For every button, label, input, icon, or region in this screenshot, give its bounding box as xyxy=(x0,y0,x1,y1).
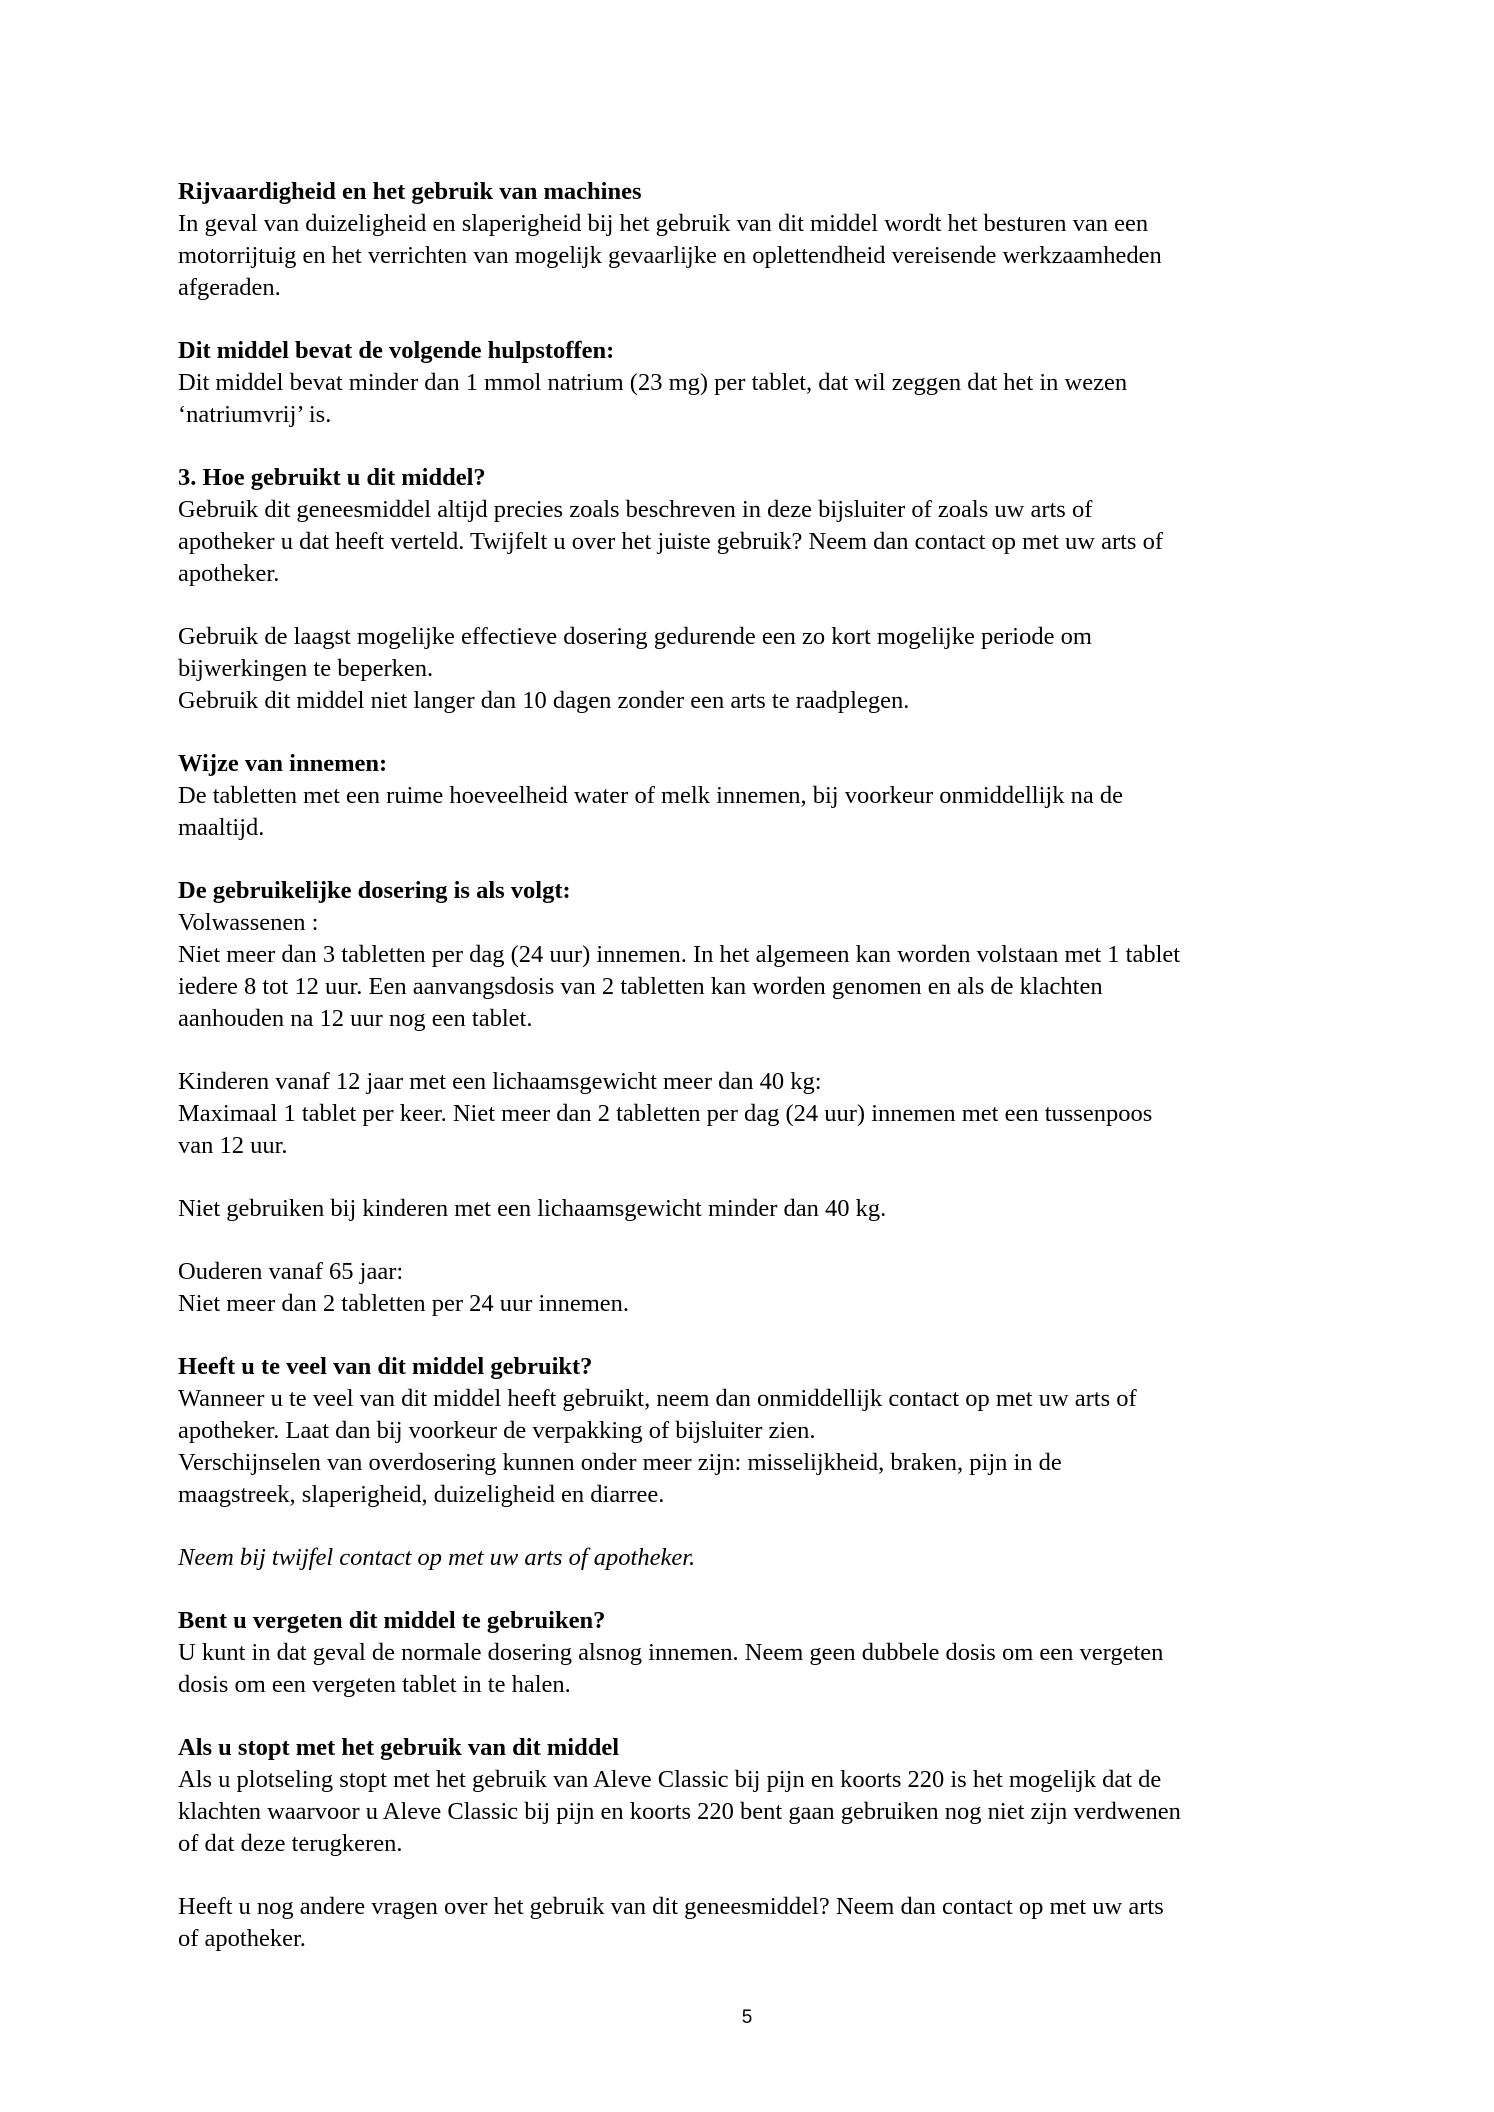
body-text-line: of apotheker. xyxy=(178,1925,306,1952)
section-heading: Bent u vergeten dit middel te gebruiken? xyxy=(178,1607,606,1634)
section-heading: 3. Hoe gebruikt u dit middel? xyxy=(178,464,486,491)
body-text-line: van 12 uur. xyxy=(178,1132,288,1159)
body-text-line: Niet meer dan 2 tabletten per 24 uur innemen. xyxy=(178,1290,630,1317)
body-text-line: afgeraden. xyxy=(178,274,281,301)
section-heading: Als u stopt met het gebruik van dit middel xyxy=(178,1734,620,1761)
body-text-line: De tabletten met een ruime hoeveelheid water of melk innemen, bij voorkeur onmiddellijk na de xyxy=(178,782,1123,809)
body-text-line: Maximaal 1 tablet per keer. Niet meer dan 2 tabletten per dag (24 uur) innemen met een tussenpoos xyxy=(178,1100,1153,1127)
document-section xyxy=(178,748,1328,844)
body-text-line: aanhouden na 12 uur nog een tablet. xyxy=(178,1005,533,1032)
document-section xyxy=(178,1066,1328,1162)
body-text-line: dosis om een vergeten tablet in te halen. xyxy=(178,1671,571,1698)
body-text-line: apotheker u dat heeft verteld. Twijfelt u over het juiste gebruik? Neem dan contact op met uw arts of xyxy=(178,528,1163,555)
document-section xyxy=(178,1193,1328,1225)
document-section xyxy=(178,621,1328,717)
body-text-line: Ouderen vanaf 65 jaar: xyxy=(178,1258,404,1285)
body-text-line: In geval van duizeligheid en slaperigheid bij het gebruik van dit middel wordt het besturen van een xyxy=(178,210,1149,237)
body-text-line: Verschijnselen van overdosering kunnen onder meer zijn: misselijkheid, braken, pijn in de xyxy=(178,1449,1062,1476)
document-section xyxy=(178,1542,1328,1574)
document-section xyxy=(178,462,1328,590)
body-text-line: Heeft u nog andere vragen over het gebruik van dit geneesmiddel? Neem dan contact op met uw arts xyxy=(178,1893,1164,1920)
body-text-line: Dit middel bevat minder dan 1 mmol natrium (23 mg) per tablet, dat wil zeggen dat het in wezen xyxy=(178,369,1128,396)
section-heading: Wijze van innemen: xyxy=(178,750,388,777)
section-heading: Rijvaardigheid en het gebruik van machines xyxy=(178,178,642,205)
document-section xyxy=(178,176,1328,304)
body-text-line: apotheker. xyxy=(178,560,280,587)
body-text-line: Volwassenen : xyxy=(178,909,319,936)
document-section xyxy=(178,1732,1328,1860)
body-text-line: Als u plotseling stopt met het gebruik van Aleve Classic bij pijn en koorts 220 is het mogelijk dat de xyxy=(178,1766,1162,1793)
italic-note-line: Neem bij twijfel contact op met uw arts of apotheker. xyxy=(178,1544,696,1571)
document-section xyxy=(178,335,1328,431)
document-section xyxy=(178,1351,1328,1511)
body-text-line: klachten waarvoor u Aleve Classic bij pijn en koorts 220 bent gaan gebruiken nog niet zijn verdwenen xyxy=(178,1798,1181,1825)
document-section xyxy=(178,1891,1328,1955)
body-text-line: iedere 8 tot 12 uur. Een aanvangsdosis van 2 tabletten kan worden genomen en als de klachten xyxy=(178,973,1103,1000)
document-page xyxy=(178,176,1328,1986)
body-text-line: Wanneer u te veel van dit middel heeft gebruikt, neem dan onmiddellijk contact op met uw arts of xyxy=(178,1385,1137,1412)
section-heading: Heeft u te veel van dit middel gebruikt? xyxy=(178,1353,593,1380)
section-heading: Dit middel bevat de volgende hulpstoffen: xyxy=(178,337,615,364)
body-text-line: Niet gebruiken bij kinderen met een lichaamsgewicht minder dan 40 kg. xyxy=(178,1195,887,1222)
body-text-line: Gebruik dit geneesmiddel altijd precies zoals beschreven in deze bijsluiter of zoals uw arts of xyxy=(178,496,1093,523)
body-text-line: apotheker. Laat dan bij voorkeur de verpakking of bijsluiter zien. xyxy=(178,1417,816,1444)
body-text-line: U kunt in dat geval de normale dosering alsnog innemen. Neem geen dubbele dosis om een vergeten xyxy=(178,1639,1164,1666)
body-text-line: of dat deze terugkeren. xyxy=(178,1830,403,1857)
document-section xyxy=(178,875,1328,1035)
body-text-line: Niet meer dan 3 tabletten per dag (24 uur) innemen. In het algemeen kan worden volstaan met 1 tablet xyxy=(178,941,1181,968)
body-text-line: Gebruik de laagst mogelijke effectieve dosering gedurende een zo kort mogelijke periode om xyxy=(178,623,1092,650)
body-text-line: motorrijtuig en het verrichten van mogelijk gevaarlijke en oplettendheid vereisende werkzaamheden xyxy=(178,242,1162,269)
document-section xyxy=(178,1605,1328,1701)
body-text-line: Gebruik dit middel niet langer dan 10 dagen zonder een arts te raadplegen. xyxy=(178,687,910,714)
body-text-line: maaltijd. xyxy=(178,814,265,841)
body-text-line: bijwerkingen te beperken. xyxy=(178,655,434,682)
document-section xyxy=(178,1256,1328,1320)
page-number: 5 xyxy=(741,2007,753,2028)
body-text-line: ‘natriumvrij’ is. xyxy=(178,401,332,428)
body-text-line: Kinderen vanaf 12 jaar met een lichaamsgewicht meer dan 40 kg: xyxy=(178,1068,822,1095)
section-heading: De gebruikelijke dosering is als volgt: xyxy=(178,877,571,904)
body-text-line: maagstreek, slaperigheid, duizeligheid en diarree. xyxy=(178,1481,665,1508)
